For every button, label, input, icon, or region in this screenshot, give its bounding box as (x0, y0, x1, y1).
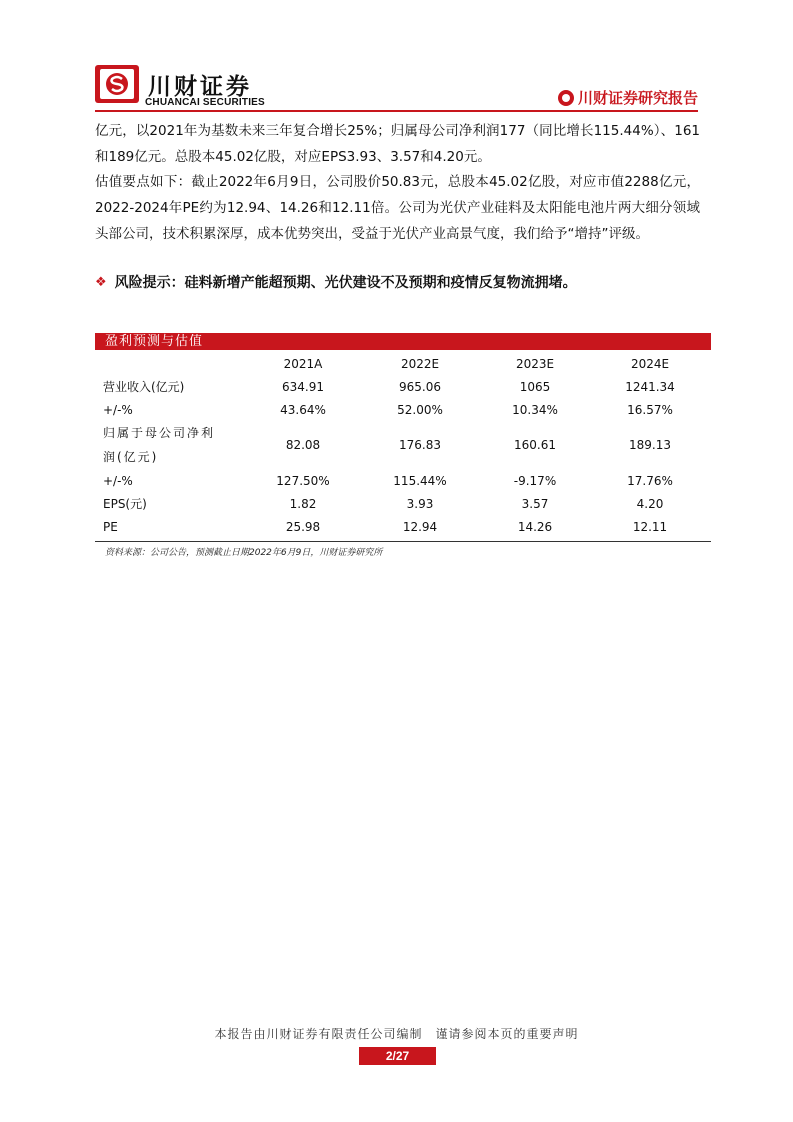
table-cell: 12.11 (632, 519, 668, 534)
table-cell: 1.82 (289, 496, 317, 511)
paragraph-valuation: 估值要点如下：截止2022年6月9日，公司股价50.83元，总股本45.02亿股，对应市值2288亿元，2022-2024年PE约为12.94、14.26和12.11倍。公司为光伏产业硅料及太阳能电池片两大细分领域头部公司，技术积累深厚，成本优势突出，受益于光伏产业高景气度，我们给予“增持”评级。 (95, 174, 700, 242)
table-header-cell: 2024E (630, 356, 670, 371)
table-bottom-rule (95, 541, 711, 542)
table-cell: 115.44% (393, 473, 447, 488)
table-cell: 965.06 (399, 379, 441, 394)
footer-disclaimer: 本报告由川财证券有限责任公司编制 谨请参阅本页的重要声明 (214, 1027, 579, 1041)
table-cell: 160.61 (514, 438, 556, 452)
table-cell: 17.76% (627, 473, 673, 488)
table-header-cell: 2022E (400, 356, 440, 371)
logo-mark-icon (95, 65, 139, 103)
table-cell: 43.64% (280, 402, 326, 417)
table-row (95, 375, 711, 398)
table-row-label: 营业收入(亿元) (103, 380, 185, 394)
table-cell: 4.20 (636, 496, 664, 511)
table-cell: 12.94 (402, 519, 438, 534)
table-row (95, 398, 711, 421)
table-row-label: PE (103, 519, 118, 534)
table-row-label (103, 421, 253, 469)
table-row-label: +/-% (103, 473, 133, 488)
table-source-note: 资料来源：公司公告，预测截止日期2022年6月9日，川财证券研究所 (105, 548, 383, 558)
table-cell: 10.34% (512, 402, 558, 417)
table-header-cell: 2023E (515, 356, 555, 371)
diamond-bullet-icon: ❖ (95, 274, 107, 290)
table-cell: 127.50% (276, 473, 330, 488)
table-cell: 1241.34 (625, 379, 675, 394)
table-cell: 25.98 (285, 519, 321, 534)
brand-name-cn: 川财证券 (148, 74, 252, 100)
table-header-cell (103, 352, 253, 375)
table-header-row (95, 352, 711, 375)
table-cell: 16.57% (627, 402, 673, 417)
table-cell: 634.91 (282, 379, 324, 394)
table-cell: 189.13 (629, 438, 671, 452)
table-row (95, 492, 711, 515)
table-cell: 3.93 (406, 496, 434, 511)
table-row-label: EPS(元) (103, 497, 147, 511)
table-cell: 3.57 (521, 496, 549, 511)
table-cell: 14.26 (517, 519, 553, 534)
header-divider (95, 110, 698, 112)
company-logo (95, 65, 139, 103)
table-cell: -9.17% (513, 473, 557, 488)
table-cell: 82.08 (285, 438, 321, 452)
risk-warning-text: 风险提示：硅料新增产能超预期、光伏建设不及预期和疫情反复物流拥堵。 (114, 275, 577, 291)
table-row (95, 515, 711, 538)
report-tag-icon (558, 90, 574, 106)
brand-name-en: CHUANCAI SECURITIES (145, 97, 265, 108)
report-tag (558, 87, 698, 108)
risk-warning (95, 272, 577, 292)
table-row-label-line2: 润(亿元) (103, 450, 159, 464)
table-row (95, 469, 711, 492)
table-cell: 52.00% (397, 402, 443, 417)
table-cell: 176.83 (399, 438, 441, 452)
forecast-table (95, 352, 711, 538)
table-row (95, 421, 711, 469)
table-row-label-line1: 归属于母公司净利 (103, 426, 216, 440)
table-cell: 1065 (519, 379, 551, 394)
table-header-cell: 2021A (283, 356, 323, 371)
page-number: 2/27 (359, 1047, 436, 1065)
table-row-label: +/-% (103, 402, 133, 417)
paragraph-forecast: 亿元，以2021年为基数未来三年复合增长25%；归属母公司净利润177（同比增长115.44%）、161和189亿元。总股本45.02亿股，对应EPS3.93、3.57和4.20元。 (95, 123, 700, 165)
table-title: 盈利预测与估值 (95, 333, 711, 350)
report-tag-label: 川财证券研究报告 (577, 89, 698, 107)
